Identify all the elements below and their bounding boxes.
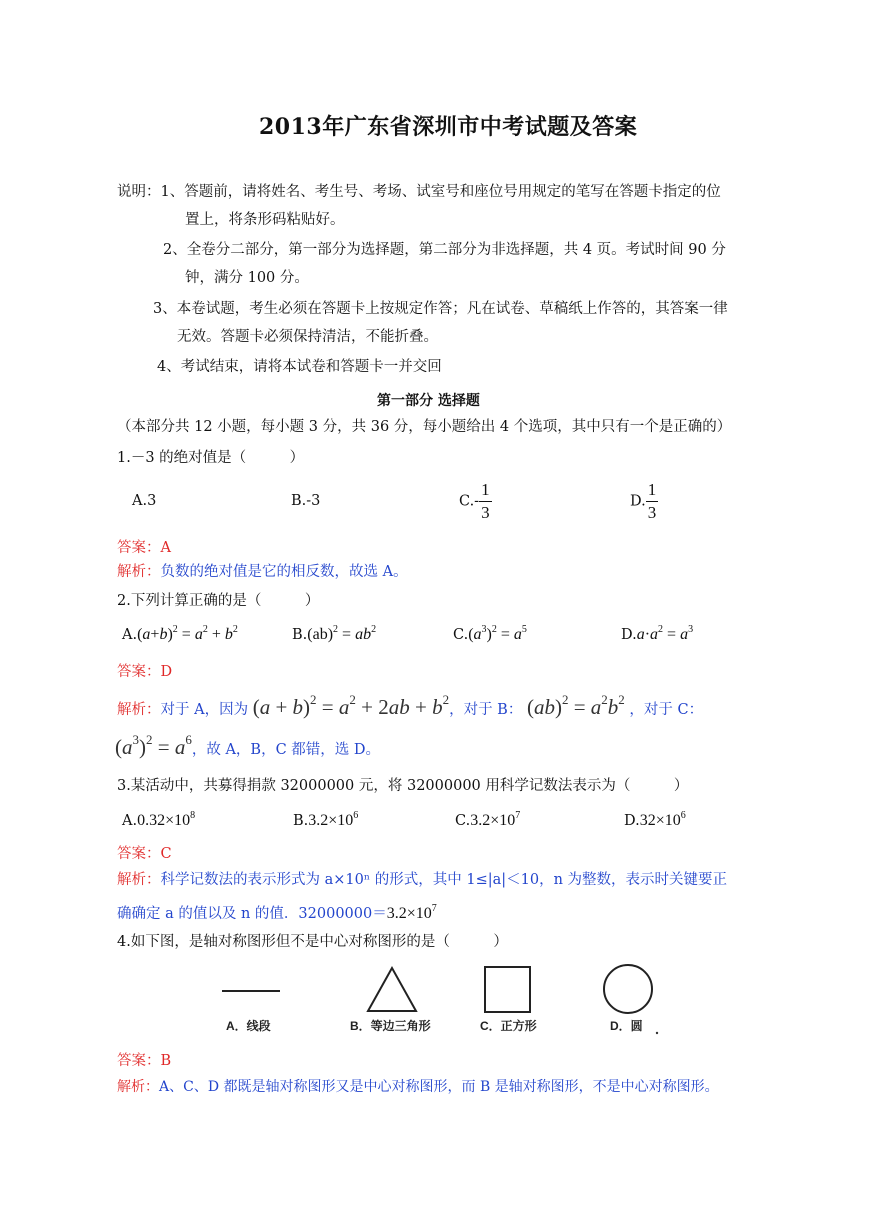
q4-label-c: C．正方形 [480,1019,537,1033]
q1-c-fraction: $\frac{1}{3}$ [481,480,490,522]
q2-analysis-line2: $(a^3)^2 = a^6$，故 A，B，C 都错，选 D。 [115,732,381,759]
instructions-lead: 说明：1、答题前，请将姓名、考生号、考场、试室号和座位号用规定的笔写在答题卡指定的位 [117,184,721,200]
q2-stem: 2.下列计算正确的是（ ） [117,593,320,609]
instruction-2: 2、全卷分二部分，第一部分为选择题，第二部分为非选择题，共 4 页。考试时间 90 分 [163,242,726,258]
q4-answer: 答案：B [117,1053,172,1069]
q4-analysis: 解析：A、C、D 都既是轴对称图形又是中心对称图形，而 B 是轴对称图形，不是中心对称图形。 [117,1079,719,1095]
q1-stem: 1.－3 的绝对值是（ ） [117,450,305,466]
q2-answer: 答案：D [117,664,173,680]
q3-analysis-line2: 确确定 a 的值以及 n 的值．$32000000=3.2\times 10^7$ [117,903,437,922]
q1-answer: 答案：A [117,540,171,556]
instruction-3: 3、本卷试题，考生必须在答题卡上按规定作答；凡在试卷、草稿纸上作答的，其答案一律 [153,301,728,317]
q2-option-b: $B.(ab)^2 = ab^2$ [292,624,377,643]
instruction-2-cont: 钟，满分 100 分。 [185,270,309,286]
q3-analysis-line1: 解析：科学记数法的表示形式为 a×10ⁿ 的形式，其中 1≤|a|＜10，n 为整数，表示时关键要正 [117,872,728,888]
q3-option-d: $D.32\times 10^6$ [624,810,686,829]
q1-option-b: B.-3 [291,493,321,509]
q1-option-a: A.3 [132,493,157,509]
section-note: （本部分共 12 小题，每小题 3 分，共 36 分，每小题给出 4 个选项，其中只有一个是正确的） [117,419,732,435]
q2-option-c: $C.(a^3)^2 = a^5$ [453,624,527,643]
instruction-3-cont: 无效。答题卡必须保持清洁，不能折叠。 [177,329,438,345]
instruction-1-cont: 置上，将条形码粘贴好。 [185,212,345,228]
q4-stem: 4.如下图，是轴对称图形但不是中心对称图形的是（ ） [117,934,508,950]
q3-answer: 答案：C [117,846,172,862]
q1-option-d: D. $\frac{1}{3}$ [630,480,657,522]
page-title: 2013年广东省深圳市中考试题及答案 [259,114,638,140]
square-figure [485,967,530,1012]
q2-option-d: $D.a\cdot a^2 = a^3$ [621,624,694,643]
q3-stem: 3.某活动中，共募得捐款 32000000 元，将 32000000 用科学记数法表示为（ ） [117,778,689,794]
instruction-4: 4、考试结束，请将本试卷和答题卡一并交回 [157,359,442,375]
q2-analysis-line1: 解析：对于 A，因为 $(a + b)^2 = a^2 + 2ab + b^2$，对于 B： $(ab)^2 = a^2b^2$ ，对于 C： [117,692,704,719]
q4-label-b: B．等边三角形 [350,1019,431,1033]
q4-label-a: A．线段 [226,1019,271,1033]
q1-analysis: 解析：负数的绝对值是它的相反数，故选 A。 [117,564,408,580]
section-heading: 第一部分 选择题 [377,393,480,409]
q4-label-d: D．圆 [610,1019,643,1033]
circle-figure [604,965,652,1013]
q1-option-c: C.- $\frac{1}{3}$ [459,480,490,522]
q3-option-b: $B.3.2\times 10^6$ [293,810,359,829]
triangle-figure [368,968,416,1011]
q3-option-a: $A.0.32\times 10^8$ [122,810,196,829]
q2-option-a: $A.(a+b)^2 = a^2 + b^2$ [122,624,238,643]
q3-option-c: $C.3.2\times 10^7$ [455,810,521,829]
q1-d-fraction: $\frac{1}{3}$ [647,480,657,522]
